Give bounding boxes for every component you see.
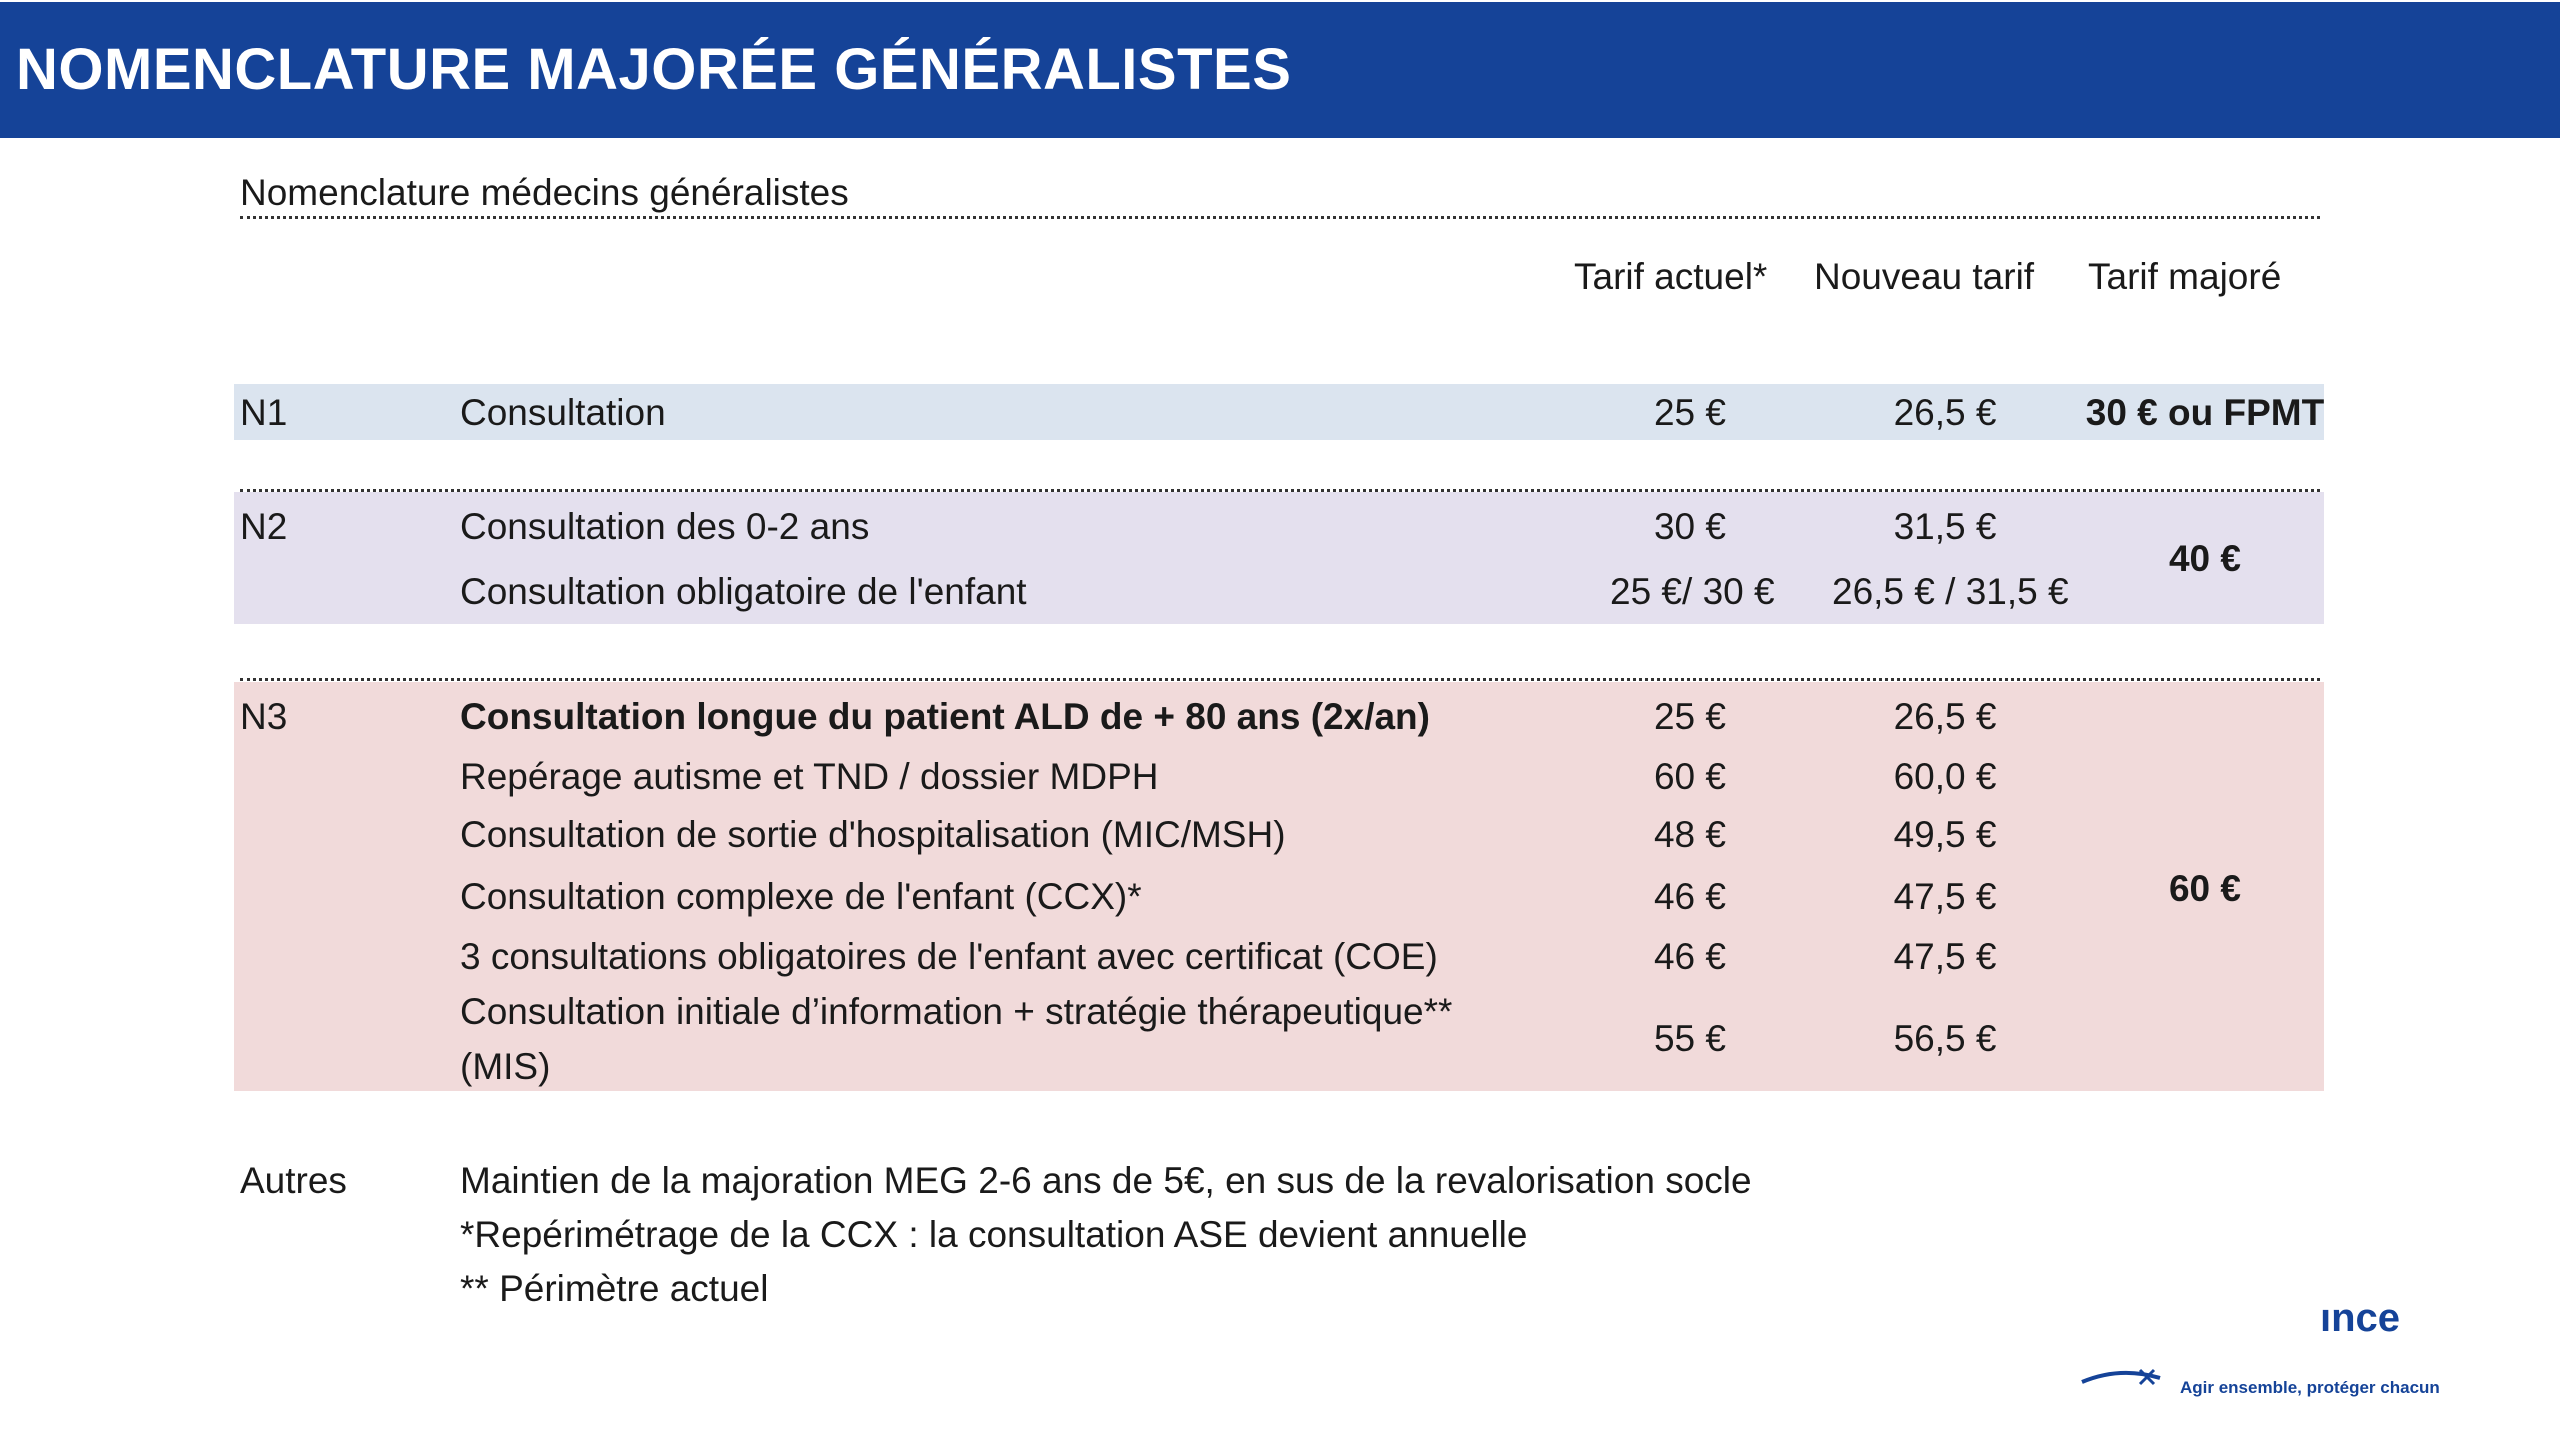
- row-tarif-actuel: 46 €: [1653, 876, 1726, 917]
- group-tarif-majore: 40 €: [2168, 538, 2241, 579]
- divider: [240, 216, 2320, 219]
- row-label: Consultation longue du patient ALD de + 80 ans (2x/an): [460, 696, 1430, 737]
- logo-tagline: Agir ensemble, protéger chacun: [2180, 1378, 2440, 1397]
- group-code: N3: [240, 696, 288, 737]
- col-header-tarif-majore: Tarif majoré: [2088, 256, 2282, 297]
- row-label-line2: (MIS): [460, 1046, 551, 1087]
- row-label-line1: Consultation initiale d’information + stratégie thérapeutique**: [460, 991, 1453, 1032]
- group-code: N1: [240, 392, 288, 433]
- row-tarif-actuel: 25 €: [1653, 696, 1726, 737]
- row-label: Repérage autisme et TND / dossier MDPH: [460, 756, 1159, 797]
- col-header-nouveau-tarif: Nouveau tarif: [1814, 256, 2035, 297]
- row-label: Consultation de sortie d'hospitalisation (MIC/MSH): [460, 814, 1286, 855]
- row-nouveau-tarif: 49,5 €: [1893, 814, 1997, 855]
- page-title: NOMENCLATURE MAJORÉE GÉNÉRALISTES: [16, 37, 1292, 102]
- row-label: Consultation obligatoire de l'enfant: [460, 571, 1027, 612]
- row-nouveau-tarif: 60,0 €: [1893, 756, 1997, 797]
- row-nouveau-tarif: 31,5 €: [1893, 506, 1997, 547]
- row-tarif-actuel: 46 €: [1653, 936, 1726, 977]
- group-tarif-majore: 60 €: [2168, 868, 2241, 909]
- group-code: N2: [240, 506, 288, 547]
- row-label: 3 consultations obligatoires de l'enfant avec certificat (COE): [460, 936, 1438, 977]
- row-nouveau-tarif: 47,5 €: [1893, 936, 1997, 977]
- row-tarif-actuel: 25 €: [1653, 392, 1726, 433]
- title-bar: [0, 2, 2560, 138]
- row-tarif-actuel: 25 €/ 30 €: [1610, 571, 1775, 612]
- row-label: Consultation des 0-2 ans: [460, 506, 870, 547]
- others-line: Maintien de la majoration MEG 2-6 ans de 5€, en sus de la revalorisation socle: [460, 1160, 1752, 1201]
- row-nouveau-tarif: 26,5 €: [1893, 696, 1997, 737]
- row-tarif-actuel: 60 €: [1653, 756, 1726, 797]
- others-label: Autres: [240, 1160, 347, 1201]
- table-caption: Nomenclature médecins généralistes: [240, 172, 849, 213]
- row-tarif-actuel: 55 €: [1653, 1018, 1726, 1059]
- row-nouveau-tarif: 47,5 €: [1893, 876, 1997, 917]
- divider: [240, 678, 2320, 681]
- row-nouveau-tarif: 26,5 €: [1893, 392, 1997, 433]
- logo-name: ınce: [2320, 1296, 2401, 1340]
- row-nouveau-tarif: 56,5 €: [1893, 1018, 1997, 1059]
- row-tarif-actuel: 48 €: [1653, 814, 1726, 855]
- row-label: Consultation: [460, 392, 666, 433]
- group-tarif-majore: 30 € ou FPMT: [2085, 392, 2325, 433]
- row-nouveau-tarif: 26,5 € / 31,5 €: [1832, 571, 2069, 612]
- row-label: Consultation complexe de l'enfant (CCX)*: [460, 876, 1142, 917]
- row-tarif-actuel: 30 €: [1653, 506, 1726, 547]
- col-header-tarif-actuel: Tarif actuel*: [1574, 256, 1768, 297]
- others-line: ** Périmètre actuel: [460, 1268, 769, 1309]
- others-line: *Repérimétrage de la CCX : la consultation ASE devient annuelle: [460, 1214, 1528, 1255]
